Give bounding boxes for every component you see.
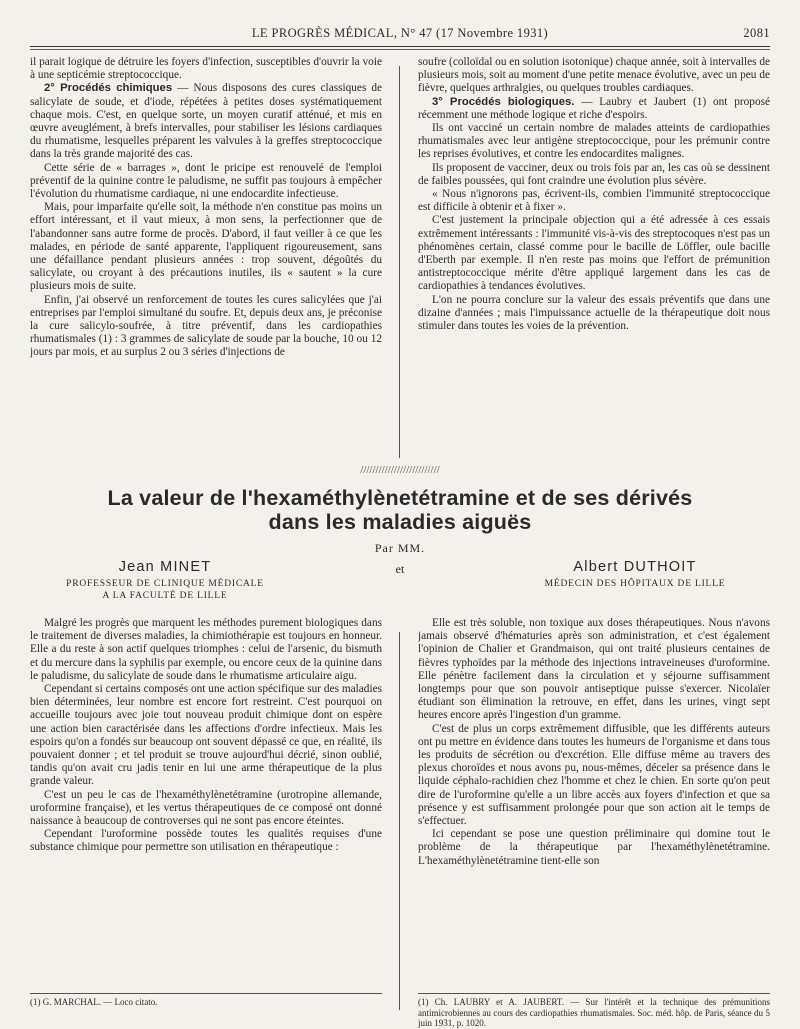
byline-par: Par MM. (374, 541, 426, 555)
authors-conjunction: et (395, 562, 405, 576)
author-affiliation: MÉDECIN DES HÔPITAUX DE LILLE (544, 579, 726, 589)
previous-article-columns (30, 56, 770, 452)
paragraph: L'on ne pourra conclure sur la valeur des essais préventifs que dans une dizaine d'années ; mais l'impuissance actuelle de la thérapeutique doit nous stimuler dans toutes les voies de la prévention. (418, 293, 770, 333)
top-left-column (30, 56, 382, 452)
paragraph: 2° Procédés chimiques — Nous disposons des cures classiques de salicylate de soude, et d'iode, répétées à petites doses systématiquement chaque mois. C'est, en quelque sorte, un moyen curatif atténué, et mis en œuvre aveuglément, à brefs intervalles, pour stabiliser les lésions cardiaques du rhumatisme, lesquelles préparent les valvules à la greffes streptococcique dans la très grande majorité des cas. (30, 82, 382, 161)
paragraph: Mais, pour imparfaite qu'elle soit, la méthode n'en constitue pas moins un effort intéressant, et il vaut mieux, à mon sens, la perfectionner que de l'abandonner sans autre forme de procès. D'abord, il faut veiller à ce que les malades, en période de santé apparente, l'appliquent rigoureusement, sans une défaillance pendant plusieurs années : trop souvent, dégoûtés du salicylate, ou croyant à des précautions inutiles, ils « sautent » la cure plusieurs mois de suite. (30, 201, 382, 293)
running-head (30, 26, 770, 44)
footnote-rule (418, 993, 770, 994)
paragraph: Ils proposent de vacciner, deux ou trois fois par an, les cas où se dessinent de faibles poussées, qui font craindre une évolution plus sévère. (418, 161, 770, 187)
page-number: 2081 (743, 26, 770, 40)
article-title: La valeur de l'hexaméthylènetétramine et de ses dérivés dans les maladies aiguës (107, 486, 693, 534)
section-ornament: ////////////////////////// (360, 464, 440, 476)
authors-block (30, 559, 770, 609)
paragraph: Cependant l'uroformine possède toutes les qualités requises d'une substance chimique pour permettre son utilisation en thérapeutique : (30, 828, 382, 854)
journal-page (30, 26, 770, 1029)
paragraph: Cependant si certains composés ont une action spécifique sur des maladies bien déterminées, leur nombre est encore fort restreint. C'est pourquoi on accueille toujours avec joie tout nouveau produit chimique dont on espère une action bien caractérisée dans les affections d'ordre infectieux. Mais les espoirs qu'on a fondés sur beaucoup ont souvent dépassé ce que, en réalité, ils pouvaient donner ; et tel produit se trouve aujourd'hui décrié, sinon oublié, tandis qu'on avait cru jadis tenir en lui une arme thérapeutique de la plus grande valeur. (30, 683, 382, 788)
header-rule (30, 46, 770, 47)
paragraph: Ici cependant se pose une question préliminaire qui domine tout le problème de la thérapeutique par l'hexaméthylènetétramine. L'hexaméthylènetétramine tient-elle son (418, 828, 770, 867)
paragraph: C'est un peu le cas de l'hexaméthylènetétramine (urotropine allemande, uroformine française), et les vertus thérapeutiques de ce composé ont donné naissance à beaucoup de controverses qui ne sont pas encore éteintes. (30, 788, 382, 828)
footnote-right: (1) Ch. LAUBRY et A. JAUBERT. — Sur l'intérêt et la technique des prémunitions antimicrobiennes au cours des cardiopathies rhumatismales. Soc. méd. hôp. de Paris, séance du 5 juin 1931, p. 1020. (418, 997, 770, 1028)
article-columns (30, 617, 770, 1029)
paragraph: 3° Procédés biologiques. — Laubry et Jaubert (1) ont proposé récemment une méthode logique et riche d'espoirs. (418, 95, 770, 121)
column-separator-top (399, 66, 400, 458)
paragraph: Malgré les progrès que marquent les méthodes purement biologiques dans le traitement de diverses maladies, la chimiothérapie est toujours en honneur. Elle a du reste à son actif quelques triomphes : celui de l'arsenic, du bismuth et du mercure dans la syphilis par exemple, ou encore ceux de la quinine dans le paludisme, du salicylate de soude dans le rhumatisme articulaire aigu. (30, 617, 382, 682)
paragraph: C'est de plus un corps extrêmement diffusible, que les différents auteurs ont pu mettre en évidence dans toutes les humeurs de l'organisme et dans tous les produits de sécrétion ou d'excrétion. Elle diffuse même au travers des plexus choroïdes et nous avons pu, nous-mêmes, déceler sa présence dans le liquide céphalo-rachidien chez l'homme et chez le chien. En sorte qu'on peut dire de l'uroformine qu'elle a un libre accès aux foyers d'infection et que sa présence y est suffisamment prolongée pour que son action ait le temps de s'effectuer. (418, 722, 770, 828)
section-heading: 2° Procédés chimiques (44, 82, 173, 95)
column-separator-bottom (399, 632, 400, 1010)
bottom-right-column (418, 617, 770, 987)
footnote-left: (1) G. MARCHAL. — Loco citato. (30, 997, 158, 1007)
header-rule-thin (30, 49, 770, 50)
running-title: LE PROGRÈS MÉDICAL, N° 47 (17 Novembre 1931) (251, 26, 549, 40)
paragraph: Ils ont vacciné un certain nombre de malades atteints de cardiopathies rhumatismales avec leur antigène streptococcique, pour les prémunir contre les reprises évolutives, et contre les endocardites malignes. (418, 122, 770, 161)
paragraph: C'est justement la principale objection qui a été adressée à ces essais extrêmement intéressants : l'immunité vis-à-vis des streptocoques n'est pas un phénomènes certain, classé comme pour le bacille de Löffler, oule bacille d'Eberth par exemple. Il n'en reste pas moins que l'effort de prémunition antistreptococcique mérite d'être appliqué largement dans les cas de cardiopathies à tendances évolutives. (418, 214, 770, 293)
author-name: Jean MINET (118, 559, 212, 575)
section-heading: 3° Procédés biologiques. (432, 95, 575, 108)
author-affiliation: PROFESSEUR DE CLINIQUE MÉDICALE A LA FACULTÉ DE LILLE (66, 579, 264, 601)
paragraph: Cette série de « barrages », dont le pricipe est renouvelé de l'emploi préventif de la quinine contre le paludisme, ne suffit pas toujours à empêcher l'évolution du rhumatisme cardiaque, ni une endocardite infectieuse. (30, 161, 382, 201)
paragraph: Elle est très soluble, non toxique aux doses thérapeutiques. Nous n'avons jamais observé d'hématuries après son administration, et c'est également l'opinion de Chalier et Grandmaison, qui ont traité plusieurs centaines de fièvres typhoïdes par la méthode des injections intraveineuses d'uroformine. Elle pénètre facilement dans la circulation et y séjourne suffisamment longtemps pour que son pouvoir antiseptique puisse s'exercer. Nicolaïer étudiant son élimination la retrouve, en effet, dans les urines, vingt sept heures encore après l'ingestion d'un gramme. (418, 617, 770, 722)
footnote-rule (30, 993, 382, 994)
top-right-column (418, 56, 770, 452)
paragraph: soufre (colloïdal ou en solution isotonique) chaque année, soit à intervalles de plusieurs mois, soit au moment d'une petite menace évolutive, avec un peu de fièvre, quelques arthralgies, ou quelques troubles cardiaques. (418, 56, 770, 95)
author-duthoit (500, 559, 770, 590)
author-name: Albert DUTHOIT (573, 559, 697, 575)
paragraph: il parait logique de détruire les foyers d'infection, susceptibles d'ouvrir la voie à une septicémie streptococcique. (30, 56, 382, 82)
paragraph: « Nous n'ignorons pas, écrivent-ils, combien l'immunité streptococcique est difficile à obtenir et à fixer ». (418, 188, 770, 214)
paragraph: Enfin, j'ai observé un renforcement de toutes les cures salicylées que j'ai entreprises par l'emploi simultané du soufre. Et, depuis deux ans, je préconise la cure salicylo-soufrée, à titre préventif, dans les cardiopathies rhumatismales (1) : 3 grammes de salicylate de soude par la bouche, 10 ou 12 jours par mois, et au surplus 2 ou 3 séries d'injections de (30, 293, 382, 359)
bottom-left-column (30, 617, 382, 987)
